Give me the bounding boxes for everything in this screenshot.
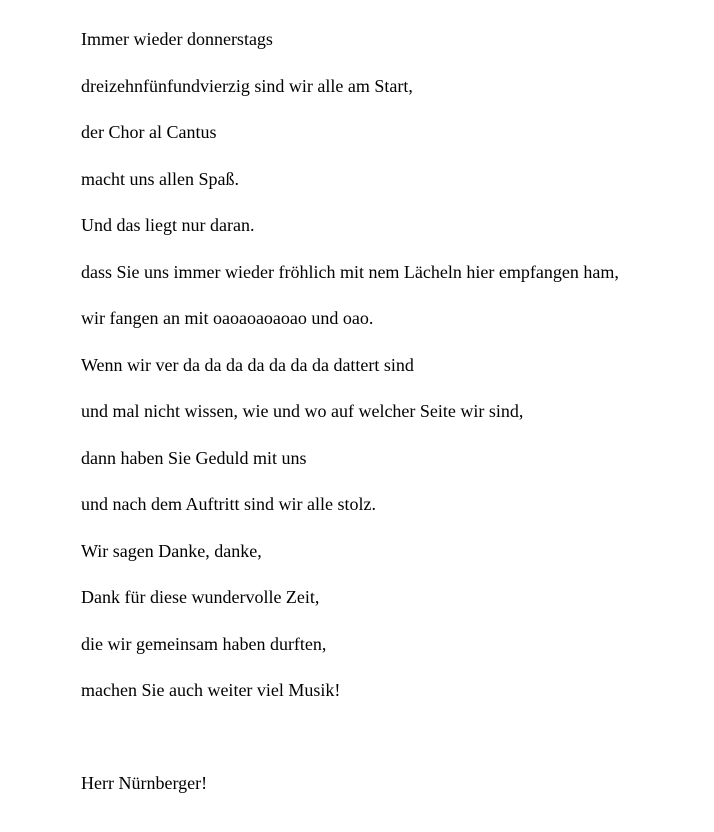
- text-line: Wenn wir ver da da da da da da da dattert sind: [81, 354, 414, 375]
- text-line: Dank für diese wundervolle Zeit,: [81, 587, 320, 607]
- text-line: dann haben Sie Geduld mit uns: [81, 447, 307, 468]
- text-line: macht uns allen Spaß.: [81, 168, 239, 189]
- text-line: dreizehnfünfundvierzig sind wir alle am Start,: [81, 75, 413, 96]
- text-line: und nach dem Auftritt sind wir alle stolz.: [81, 494, 376, 514]
- text-line: Herr Nürnberger!: [81, 773, 208, 793]
- text-line: wir fangen an mit oaoaoaoaoao und oao.: [81, 308, 374, 328]
- text-line: und mal nicht wissen, wie und wo auf welcher Seite wir sind,: [81, 401, 524, 421]
- text-line: die wir gemeinsam haben durften,: [81, 633, 327, 654]
- text-line: Wir sagen Danke, danke,: [81, 540, 262, 561]
- text-line: Immer wieder donnerstags: [81, 29, 273, 49]
- text-line: machen Sie auch weiter viel Musik!: [81, 680, 341, 700]
- blank-line: [81, 714, 694, 761]
- text-line: dass Sie uns immer wieder fröhlich mit nem Lächeln hier empfangen ham,: [81, 261, 619, 282]
- text-line: der Chor al Cantus: [81, 122, 217, 142]
- text-line: Und das liegt nur daran.: [81, 215, 255, 235]
